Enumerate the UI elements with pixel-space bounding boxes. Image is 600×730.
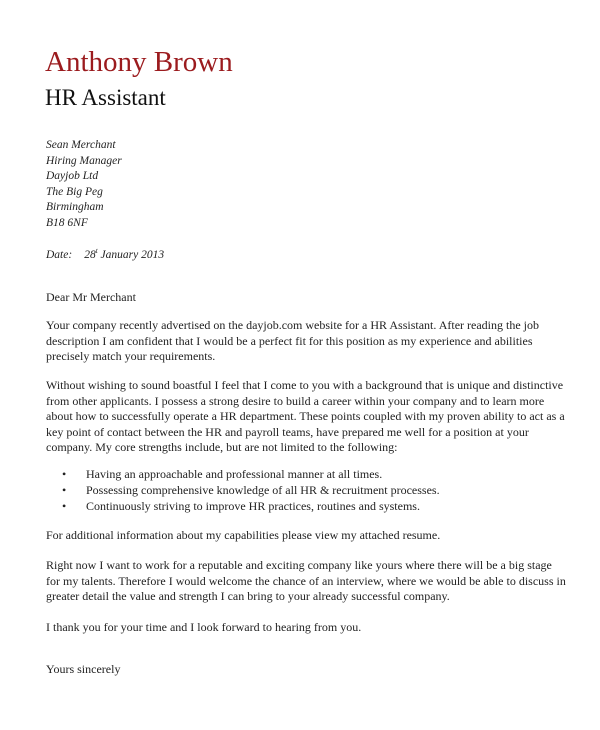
- date-day: 28: [84, 248, 96, 261]
- recipient-city: Birmingham: [46, 201, 104, 213]
- list-item: [46, 482, 566, 498]
- strengths-list: [46, 466, 566, 514]
- salutation: [46, 290, 566, 306]
- paragraph-4: Right now I want to work for a reputable and exciting company like yours where there will be a big stage for my talents. Therefore I would welcome the chance of an interview, where we would be able to discuss in greater detail the value and strength I can bring to your already successful company.: [46, 558, 566, 603]
- recipient-position: Hiring Manager: [46, 154, 122, 167]
- list-item-text: Possessing comprehensive knowledge of all HR & recruitment processes.: [86, 483, 440, 497]
- recipient-street: The Big Peg: [46, 185, 103, 198]
- bullet-icon: •: [62, 483, 67, 497]
- recipient-postcode: B18 6NF: [46, 216, 88, 229]
- list-item: [46, 466, 566, 482]
- date-month-year: January 2013: [100, 248, 165, 261]
- paragraph-background: [46, 378, 566, 456]
- salutation-text: Dear Mr Merchant: [46, 290, 136, 304]
- recipient-address: [46, 138, 122, 231]
- paragraph-thanks: [46, 620, 566, 636]
- list-item: [46, 498, 566, 514]
- closing: [46, 662, 566, 678]
- recipient-company: Dayjob Ltd: [46, 170, 99, 182]
- list-item-text: Having an approachable and professional manner at all times.: [86, 467, 383, 481]
- sender-job-title: HR Assistant: [45, 85, 166, 110]
- recipient-name: Sean Merchant: [46, 139, 116, 151]
- bullet-icon: •: [62, 467, 67, 481]
- paragraph-intro: [46, 318, 566, 365]
- bullet-icon: •: [62, 499, 67, 513]
- letter-date: [46, 243, 164, 263]
- list-item-text: Continuously striving to improve HR practices, routines and systems.: [86, 499, 420, 513]
- date-suffix: t: [95, 247, 98, 255]
- closing-text: Yours sincerely: [46, 662, 121, 676]
- paragraph-resume: [46, 528, 566, 544]
- paragraph-5: I thank you for your time and I look forward to hearing from you.: [46, 620, 362, 634]
- date-label: Date:: [46, 248, 73, 261]
- paragraph-1: Your company recently advertised on the dayjob.com website for a HR Assistant. After reading the job description I am confident that I would be a perfect fit for this position as my experience and abilities precisely match your requirements.: [46, 318, 540, 363]
- sender-name: Anthony Brown: [45, 46, 233, 78]
- paragraph-3: For additional information about my capabilities please view my attached resume.: [46, 528, 441, 542]
- paragraph-2: Without wishing to sound boastful I feel that I come to you with a background that is unique and distinctive from other applicants. I possess a strong desire to build a career within your company and to learn more about how to successfully operate a HR department. These points coupled with my proven ability to act as a key point of contact between the HR and payroll teams, have prepared me well for a position at your company. My core strengths include, but are not limited to the following:: [46, 378, 565, 454]
- paragraph-interview: [46, 558, 566, 605]
